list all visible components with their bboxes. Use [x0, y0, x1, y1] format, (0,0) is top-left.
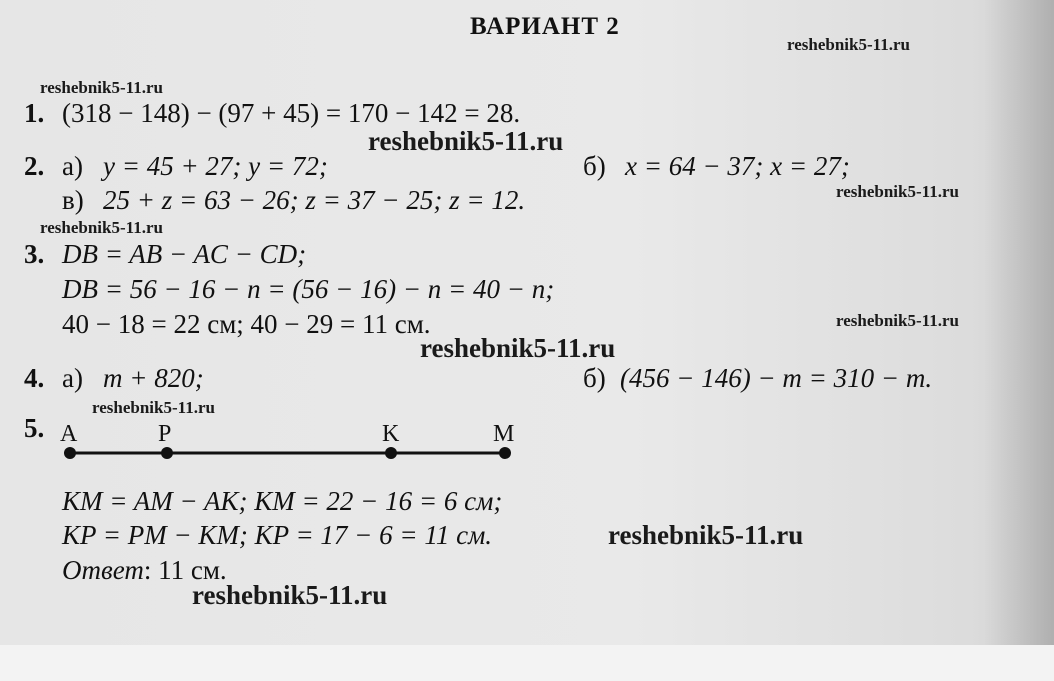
problem-5-line2: KP = PM − KM; KP = 17 − 6 = 11 см. — [62, 520, 493, 550]
problem-2a-text: y = 45 + 27; y = 72; — [103, 151, 328, 181]
problem-5-line1: KM = AM − AK; KM = 22 − 16 = 6 см; — [62, 486, 503, 516]
problem-2a-label: а) — [62, 151, 83, 181]
problem-2-number: 2. — [24, 151, 45, 181]
watermark: reshebnik5-11.ru — [192, 580, 388, 610]
problem-4a-label: а) — [62, 363, 83, 393]
watermark: reshebnik5-11.ru — [608, 520, 804, 550]
problem-3-number: 3. — [24, 239, 45, 269]
problem-4b-text: (456 − 146) − m = 310 − m. — [620, 363, 933, 393]
problem-2v-text: 25 + z = 63 − 26; z = 37 − 25; z = 12. — [103, 185, 526, 215]
problem-3-line1: DB = AB − AC − CD; — [62, 239, 307, 269]
answer-label: Ответ — [62, 555, 144, 585]
segment-point-m — [499, 447, 511, 459]
problem-2v-label: в) — [62, 185, 84, 215]
watermark: reshebnik5-11.ru — [420, 333, 616, 363]
problem-4a-text: m + 820; — [103, 363, 204, 393]
watermark: reshebnik5-11.ru — [368, 126, 564, 156]
problem-5-number: 5. — [24, 413, 45, 443]
watermark: reshebnik5-11.ru — [40, 78, 163, 97]
problem-5-answer — [62, 555, 227, 585]
watermark: reshebnik5-11.ru — [787, 35, 910, 54]
segment-point-p-label: P — [158, 421, 172, 447]
watermark: reshebnik5-11.ru — [836, 182, 959, 201]
problem-3-line2: DB = 56 − 16 − n = (56 − 16) − n = 40 − n; — [62, 274, 555, 304]
watermark: reshebnik5-11.ru — [836, 311, 959, 330]
problem-1-text: (318 − 148) − (97 + 45) = 170 − 142 = 28. — [62, 98, 521, 128]
page-title: ВАРИАНТ 2 — [470, 13, 620, 40]
problem-3-line3: 40 − 18 = 22 см; 40 − 29 = 11 см. — [62, 309, 431, 339]
problem-2b-label: б) — [583, 151, 606, 181]
problem-2b-text: x = 64 − 37; x = 27; — [625, 151, 850, 181]
segment-point-k — [385, 447, 397, 459]
problem-4-number: 4. — [24, 363, 45, 393]
problem-4b-label: б) — [583, 363, 606, 393]
watermark: reshebnik5-11.ru — [92, 398, 215, 417]
segment-point-p — [161, 447, 173, 459]
segment-point-m-label: M — [493, 421, 515, 447]
watermark: reshebnik5-11.ru — [40, 218, 163, 237]
segment-point-a — [64, 447, 76, 459]
problem-1-number: 1. — [24, 98, 45, 128]
segment-point-a-label: A — [60, 421, 78, 447]
segment-point-k-label: K — [382, 421, 400, 447]
answer-value: : 11 см. — [143, 555, 227, 585]
